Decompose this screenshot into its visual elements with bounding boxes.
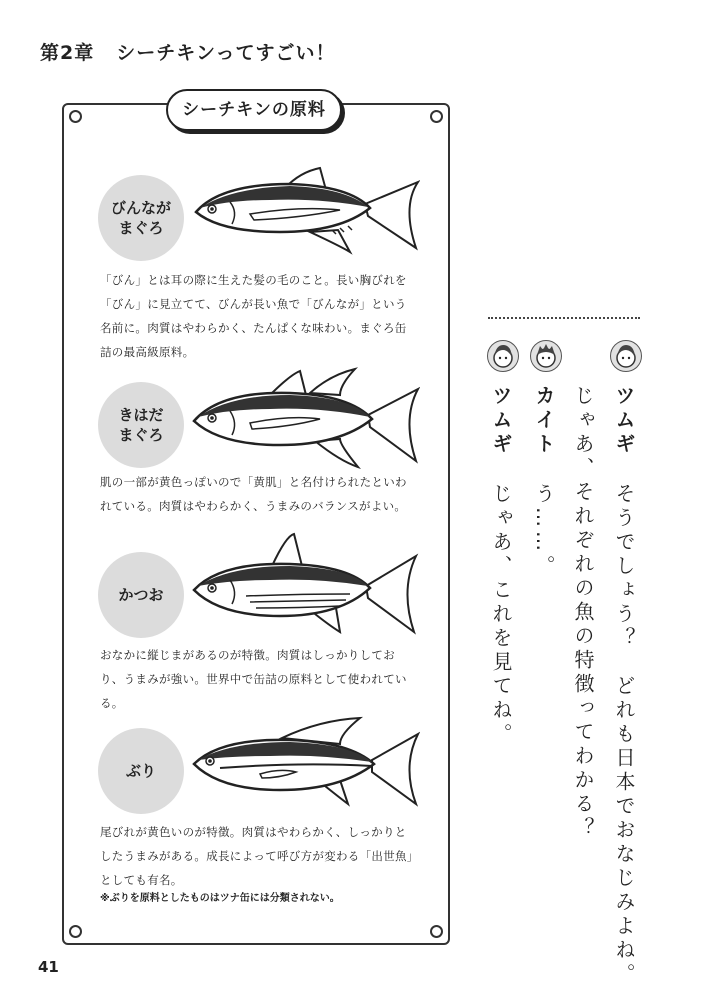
fish-name: ぶり	[125, 761, 156, 780]
skipjack-illustration	[190, 530, 420, 640]
fish-name: びんなが まぐろ	[110, 198, 171, 237]
speaker-name: ツムギ	[489, 385, 513, 457]
fish-description: 肌の一部が黄色っぽいので「黄肌」と名付けられたといわれている。肉質はやわらかく、うまみのバランスがよい。	[100, 475, 407, 513]
speaker-name: ツムギ	[612, 385, 636, 457]
speaker-name: カイト	[532, 385, 556, 457]
boy-avatar-icon	[530, 340, 562, 372]
corner-rivet	[430, 925, 443, 938]
fish-badge-kihada	[98, 382, 184, 468]
page-number: 41	[38, 958, 59, 976]
fish-description: 「びん」とは耳の際に生えた髪の毛のこと。長い胸びれを「びん」に見立てて、びんが長い魚で「びんなが」という名前に。肉質はやわらかく、たんぱくな味わい。まぐろ缶詰の最高級原料。	[100, 273, 407, 359]
chapter-title: シーチキンってすごい！	[116, 42, 336, 64]
dialogue-text: じゃあ、それぞれの魚の特徴ってわかる？	[571, 385, 595, 841]
girl-avatar-icon	[610, 340, 642, 372]
fish-name: かつお	[118, 585, 164, 604]
dialogue-line	[491, 385, 511, 747]
corner-rivet	[69, 110, 82, 123]
chapter-number: 第2章	[40, 42, 95, 64]
footnote: ※ぶりを原料としたものはツナ缶には分類されない。	[100, 893, 340, 904]
dialogue-line	[614, 385, 634, 987]
dialogue-text: じゃあ、これを見てね。	[489, 483, 513, 747]
dotted-divider	[488, 317, 640, 319]
fish-name: きはだ まぐろ	[118, 405, 164, 444]
chapter-heading	[40, 38, 335, 65]
dialogue-text: う……。	[532, 483, 556, 579]
girl-avatar-icon	[487, 340, 519, 372]
corner-rivet	[69, 925, 82, 938]
panel-title: シーチキンの原料	[166, 89, 342, 131]
fish-description: 尾びれが黄色いのが特徴。肉質はやわらかく、しっかりとしたうまみがある。成長によって呼び方が変わる「出世魚」としても有名。	[100, 825, 413, 887]
albacore-illustration	[190, 160, 420, 255]
corner-rivet	[430, 110, 443, 123]
dialogue-line	[534, 385, 554, 579]
fish-badge-buri	[98, 728, 184, 814]
fish-badge-binnaga	[98, 175, 184, 261]
yellowtail-illustration	[190, 708, 420, 813]
dialogue-line-continued	[573, 385, 593, 841]
fish-description: おなかに縦じまがあるのが特徴。肉質はしっかりしており、うまみが強い。世界中で缶詰の原料として使われている。	[100, 648, 407, 710]
yellowfin-illustration	[190, 365, 420, 470]
fish-badge-katsuo	[98, 552, 184, 638]
dialogue-text: そうでしょう？ どれも日本でおなじみよね。	[612, 483, 636, 987]
